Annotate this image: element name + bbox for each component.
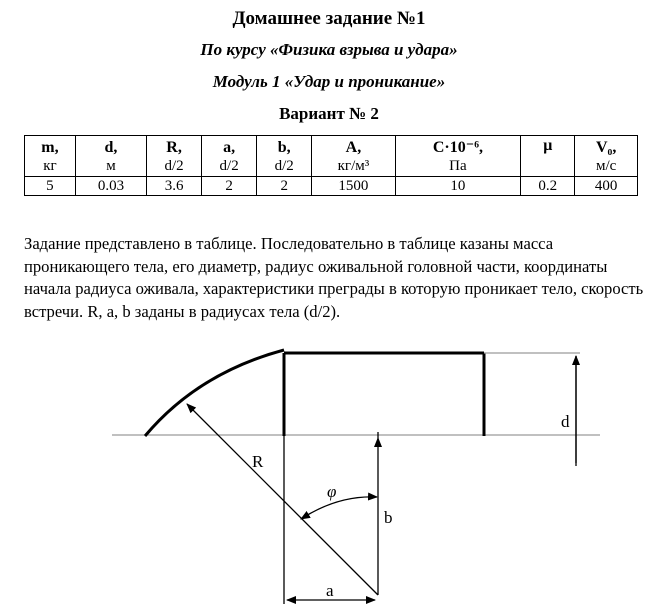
label-phi: φ [327,482,337,501]
value-cell-mu: 0.2 [521,177,575,196]
value-cell-m: 5 [25,177,76,196]
module-subtitle: Модуль 1 «Удар и проникание» [212,72,446,91]
value-cell-A: 1500 [312,177,395,196]
label-R: R [252,452,264,471]
label-a: a [326,581,334,600]
value-cell-R: 3.6 [147,177,202,196]
value-cell-b: 2 [257,177,312,196]
task-description: Задание представлено в таблице. Последовательно в таблице казаны масса проникающего тела, его диаметр, радиус оживальной головной части, координаты начала радиуса оживала, характеристики преграды в которую проникает тело, скорость встречи. R, a, b заданы в радиусах тела (d/2). [24,234,644,321]
header-cell-m: m, кг [25,136,76,177]
header-cell-d: d, м [75,136,146,177]
header-cell-R: R, d/2 [147,136,202,177]
label-b: b [384,508,393,527]
header-cell-a: a, d/2 [202,136,257,177]
variant-heading: Вариант № 2 [279,104,379,123]
header-cell-A: A, кг/м³ [312,136,395,177]
label-d: d [561,412,570,431]
phi-angle-arc-start-arrow [301,516,306,519]
header-cell-b: b, d/2 [257,136,312,177]
header-cell-mu: μ [521,136,575,177]
value-cell-V0: 400 [575,177,638,196]
ogive-arc [145,350,284,436]
course-subtitle: По курсу «Физика взрыва и удара» [200,40,458,59]
document-title: Домашнее задание №1 [232,8,426,29]
header-cell-V0: V₀, м/с [575,136,638,177]
phi-angle-arc [301,497,377,519]
header-cell-C: C·10⁻⁶, Па [395,136,521,177]
value-cell-d: 0.03 [75,177,146,196]
value-cell-a: 2 [202,177,257,196]
value-cell-C: 10 [395,177,521,196]
